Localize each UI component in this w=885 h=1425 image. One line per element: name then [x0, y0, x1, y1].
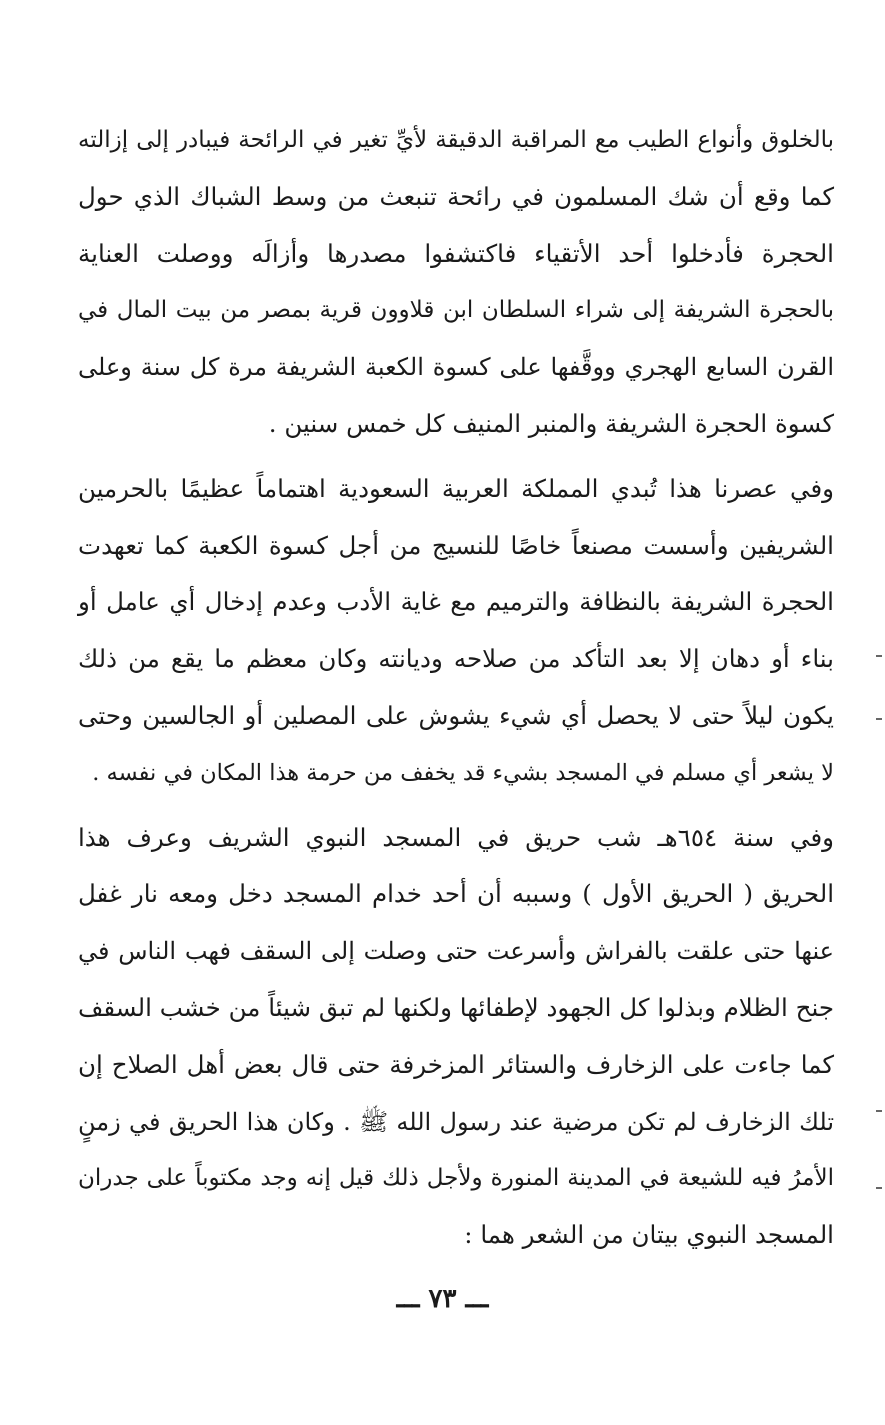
- paragraph-gap: [78, 453, 834, 461]
- text-line: بالخلوق وأنواع الطيب مع المراقبة الدقيقة لأيِّ تغير في الرائحة فيبادر إلى إزالته: [78, 127, 834, 153]
- text-line: جنح الظلام وبذلوا كل الجهود لإطفائها ولكنها لم تبق شيئاً من خشب السقف: [78, 992, 834, 1022]
- text-line: لا يشعر أي مسلم في المسجد بشيء قد يخفف من حرمة هذا المكان في نفسه .: [92, 759, 834, 786]
- text-line: الأمرُ فيه للشيعة في المدينة المنورة ولأجل ذلك قيل إنه وجد مكتوباً على جدران: [78, 1165, 834, 1192]
- paragraph-3: [78, 810, 834, 1264]
- text-line: بناء أو دهان إلا بعد التأكد من صلاحه وديانته وكان معظم ما يقع من ذلك: [78, 644, 834, 674]
- text-line: كسوة الحجرة الشريفة والمنبر المنيف كل خمس سنين .: [268, 408, 834, 438]
- margin-mark: [876, 1187, 882, 1189]
- text-line: بالحجرة الشريفة إلى شراء السلطان ابن قلاوون قرية بمصر من بيت المال في: [78, 297, 834, 324]
- body-text: [78, 112, 834, 1264]
- margin-mark: [876, 718, 882, 720]
- text-line: وفي سنة ٦٥٤هـ شب حريق في المسجد النبوي الشريف وعرف هذا: [78, 822, 834, 852]
- margin-mark: [876, 1110, 882, 1112]
- text-line: الحريق ( الحريق الأول ) وسببه أن أحد خدام المسجد دخل ومعه نار غفل: [78, 879, 834, 909]
- paragraph-1: [78, 112, 834, 453]
- text-line: القرن السابع الهجري ووقَّفها على كسوة الكعبة الشريفة مرة كل سنة وعلى: [78, 353, 834, 382]
- text-line: عنها حتى علقت بالفراش وأسرعت حتى وصلت إلى السقف فهب الناس في: [78, 937, 834, 966]
- text-line: وفي عصرنا هذا تُبدي المملكة العربية السعودية اهتماماً عظيمًا بالحرمين: [78, 473, 834, 503]
- paragraph-gap: [78, 802, 834, 810]
- text-line: الحجرة الشريفة بالنظافة والترميم مع غاية الأدب وعدم إدخال أي عامل أو: [78, 587, 834, 617]
- text-line: المسجد النبوي بيتان من الشعر هما :: [464, 1220, 834, 1250]
- text-line: تلك الزخارف لم تكن مرضية عند رسول الله ﷺ . وكان هذا الحريق في زمنٍ: [78, 1107, 834, 1136]
- text-line: الحجرة فأدخلوا أحد الأتقياء فاكتشفوا مصدرها وأزالَه ووصلت العناية: [78, 238, 834, 268]
- text-line: الشريفين وأسست مصنعاً خاصًا للنسيج من أجل كسوة الكعبة كما تعهدت: [78, 530, 834, 560]
- text-line: يكون ليلاً حتى لا يحصل أي شيء يشوش على المصلين أو الجالسين وحتى: [78, 700, 834, 730]
- text-line: كما جاءت على الزخارف والستائر المزخرفة حتى قال بعض أهل الصلاح إن: [78, 1049, 834, 1079]
- page-number: ـــ ٧٣ ـــ: [396, 1284, 489, 1314]
- paragraph-2: [78, 461, 834, 802]
- margin-mark: [876, 655, 882, 657]
- text-line: كما وقع أن شك المسلمون في رائحة تنبعث من وسط الشباك الذي حول: [78, 181, 834, 211]
